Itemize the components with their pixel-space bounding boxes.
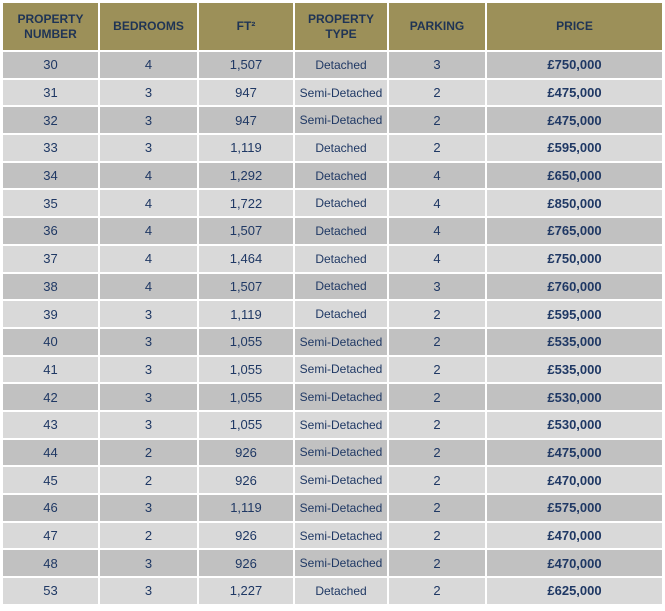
- cell-bedrooms: 3: [100, 495, 197, 521]
- cell-price: £595,000: [487, 301, 662, 327]
- table-row: [3, 52, 662, 78]
- table-row: [3, 107, 662, 133]
- cell-parking: 2: [389, 412, 485, 438]
- cell-property-type: Detached: [295, 246, 387, 272]
- cell-ft2: 926: [199, 467, 293, 493]
- cell-price: £650,000: [487, 163, 662, 189]
- header-bedrooms: BEDROOMS: [100, 3, 197, 50]
- table-row: [3, 412, 662, 438]
- table-row: [3, 301, 662, 327]
- header-price: PRICE: [487, 3, 662, 50]
- cell-ft2: 926: [199, 523, 293, 549]
- cell-property-type: Semi-Detached: [295, 467, 387, 493]
- table-row: [3, 218, 662, 244]
- table-row: [3, 523, 662, 549]
- cell-parking: 2: [389, 550, 485, 576]
- cell-bedrooms: 4: [100, 246, 197, 272]
- cell-bedrooms: 2: [100, 440, 197, 466]
- table-row: [3, 135, 662, 161]
- cell-price: £530,000: [487, 384, 662, 410]
- table-row: [3, 163, 662, 189]
- cell-bedrooms: 4: [100, 52, 197, 78]
- cell-property-number: 41: [3, 357, 98, 383]
- cell-parking: 2: [389, 495, 485, 521]
- cell-ft2: 1,292: [199, 163, 293, 189]
- cell-price: £470,000: [487, 550, 662, 576]
- cell-property-type: Semi-Detached: [295, 495, 387, 521]
- cell-parking: 2: [389, 578, 485, 604]
- cell-ft2: 926: [199, 550, 293, 576]
- cell-property-number: 45: [3, 467, 98, 493]
- cell-property-number: 33: [3, 135, 98, 161]
- table-row: [3, 274, 662, 300]
- cell-bedrooms: 4: [100, 190, 197, 216]
- cell-parking: 2: [389, 301, 485, 327]
- cell-parking: 3: [389, 274, 485, 300]
- cell-bedrooms: 4: [100, 274, 197, 300]
- table-row: [3, 440, 662, 466]
- cell-property-type: Detached: [295, 190, 387, 216]
- cell-price: £475,000: [487, 107, 662, 133]
- cell-bedrooms: 4: [100, 163, 197, 189]
- cell-parking: 2: [389, 107, 485, 133]
- cell-bedrooms: 3: [100, 357, 197, 383]
- property-listings-table: [1, 1, 664, 606]
- cell-property-number: 43: [3, 412, 98, 438]
- cell-bedrooms: 3: [100, 301, 197, 327]
- cell-property-type: Semi-Detached: [295, 440, 387, 466]
- header-property-number: PROPERTY NUMBER: [3, 3, 98, 50]
- cell-ft2: 1,055: [199, 384, 293, 410]
- cell-price: £765,000: [487, 218, 662, 244]
- cell-parking: 2: [389, 135, 485, 161]
- cell-parking: 4: [389, 163, 485, 189]
- cell-price: £575,000: [487, 495, 662, 521]
- cell-property-type: Detached: [295, 52, 387, 78]
- cell-bedrooms: 3: [100, 412, 197, 438]
- cell-price: £470,000: [487, 523, 662, 549]
- cell-parking: 2: [389, 440, 485, 466]
- cell-price: £760,000: [487, 274, 662, 300]
- cell-price: £850,000: [487, 190, 662, 216]
- header-ft2: FT²: [199, 3, 293, 50]
- cell-bedrooms: 3: [100, 578, 197, 604]
- cell-bedrooms: 3: [100, 107, 197, 133]
- table-row: [3, 384, 662, 410]
- table-row: [3, 550, 662, 576]
- cell-parking: 2: [389, 80, 485, 106]
- table-row: [3, 467, 662, 493]
- cell-property-number: 34: [3, 163, 98, 189]
- cell-price: £475,000: [487, 80, 662, 106]
- cell-property-type: Detached: [295, 163, 387, 189]
- cell-price: £750,000: [487, 52, 662, 78]
- cell-property-number: 44: [3, 440, 98, 466]
- cell-property-number: 39: [3, 301, 98, 327]
- cell-property-number: 31: [3, 80, 98, 106]
- cell-property-number: 37: [3, 246, 98, 272]
- cell-ft2: 926: [199, 440, 293, 466]
- cell-parking: 2: [389, 467, 485, 493]
- cell-price: £530,000: [487, 412, 662, 438]
- cell-price: £470,000: [487, 467, 662, 493]
- cell-ft2: 1,507: [199, 52, 293, 78]
- cell-property-number: 30: [3, 52, 98, 78]
- cell-property-type: Detached: [295, 578, 387, 604]
- cell-parking: 2: [389, 523, 485, 549]
- cell-property-type: Semi-Detached: [295, 329, 387, 355]
- cell-bedrooms: 3: [100, 135, 197, 161]
- cell-bedrooms: 2: [100, 523, 197, 549]
- cell-bedrooms: 3: [100, 384, 197, 410]
- header-property-type: PROPERTY TYPE: [295, 3, 387, 50]
- cell-property-number: 35: [3, 190, 98, 216]
- table-row: [3, 357, 662, 383]
- cell-ft2: 1,055: [199, 357, 293, 383]
- cell-property-number: 48: [3, 550, 98, 576]
- cell-parking: 2: [389, 384, 485, 410]
- cell-parking: 4: [389, 218, 485, 244]
- cell-property-number: 42: [3, 384, 98, 410]
- header-row: [3, 3, 662, 50]
- cell-property-type: Semi-Detached: [295, 357, 387, 383]
- cell-ft2: 1,119: [199, 495, 293, 521]
- table-row: [3, 329, 662, 355]
- cell-property-type: Detached: [295, 135, 387, 161]
- cell-property-type: Semi-Detached: [295, 550, 387, 576]
- cell-price: £595,000: [487, 135, 662, 161]
- cell-bedrooms: 2: [100, 467, 197, 493]
- cell-property-type: Semi-Detached: [295, 80, 387, 106]
- cell-bedrooms: 3: [100, 329, 197, 355]
- table-row: [3, 80, 662, 106]
- cell-property-number: 32: [3, 107, 98, 133]
- cell-property-number: 53: [3, 578, 98, 604]
- cell-parking: 4: [389, 190, 485, 216]
- cell-price: £750,000: [487, 246, 662, 272]
- cell-ft2: 947: [199, 107, 293, 133]
- cell-ft2: 1,119: [199, 301, 293, 327]
- table-row: [3, 578, 662, 604]
- cell-property-type: Semi-Detached: [295, 523, 387, 549]
- cell-ft2: 1,055: [199, 329, 293, 355]
- cell-property-number: 38: [3, 274, 98, 300]
- cell-ft2: 1,119: [199, 135, 293, 161]
- cell-ft2: 947: [199, 80, 293, 106]
- cell-property-type: Detached: [295, 301, 387, 327]
- table-row: [3, 495, 662, 521]
- cell-price: £535,000: [487, 357, 662, 383]
- cell-parking: 3: [389, 52, 485, 78]
- header-parking: PARKING: [389, 3, 485, 50]
- cell-parking: 2: [389, 357, 485, 383]
- table-header: [3, 3, 662, 50]
- table-row: [3, 190, 662, 216]
- cell-ft2: 1,055: [199, 412, 293, 438]
- cell-parking: 2: [389, 329, 485, 355]
- table-body: [3, 52, 662, 604]
- cell-bedrooms: 3: [100, 80, 197, 106]
- cell-property-number: 36: [3, 218, 98, 244]
- cell-ft2: 1,507: [199, 274, 293, 300]
- cell-ft2: 1,722: [199, 190, 293, 216]
- table-row: [3, 246, 662, 272]
- cell-parking: 4: [389, 246, 485, 272]
- cell-bedrooms: 4: [100, 218, 197, 244]
- cell-ft2: 1,507: [199, 218, 293, 244]
- cell-price: £535,000: [487, 329, 662, 355]
- cell-ft2: 1,464: [199, 246, 293, 272]
- cell-ft2: 1,227: [199, 578, 293, 604]
- cell-property-type: Detached: [295, 218, 387, 244]
- cell-property-type: Semi-Detached: [295, 107, 387, 133]
- cell-bedrooms: 3: [100, 550, 197, 576]
- cell-property-number: 47: [3, 523, 98, 549]
- cell-price: £475,000: [487, 440, 662, 466]
- cell-price: £625,000: [487, 578, 662, 604]
- cell-property-type: Semi-Detached: [295, 412, 387, 438]
- cell-property-type: Semi-Detached: [295, 384, 387, 410]
- cell-property-number: 46: [3, 495, 98, 521]
- cell-property-number: 40: [3, 329, 98, 355]
- cell-property-type: Detached: [295, 274, 387, 300]
